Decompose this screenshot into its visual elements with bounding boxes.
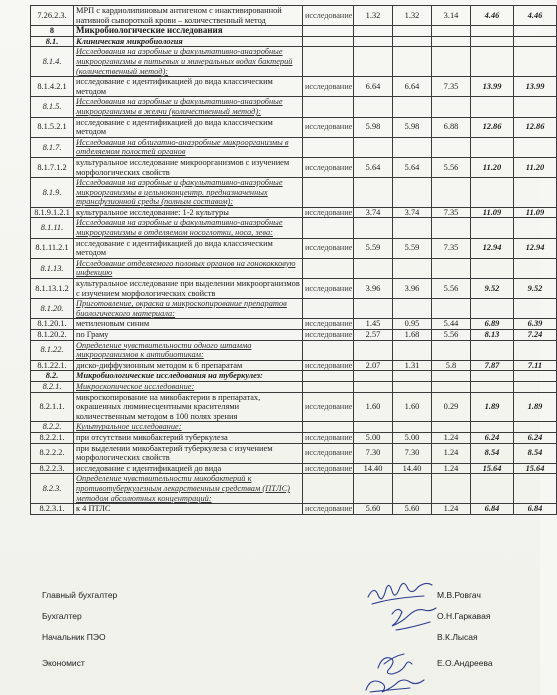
row-total-1: 11.09 xyxy=(471,207,514,218)
row-name: к 4 ПТЛС xyxy=(74,504,303,515)
row-unit: исследование xyxy=(303,392,354,422)
row-value-2 xyxy=(393,381,432,392)
row-value-1 xyxy=(354,137,393,157)
row-code: 8.1.7. xyxy=(31,137,74,157)
row-name: Микробиологические исследования xyxy=(74,26,303,37)
row-name: исследование с идентификацией до вида классическим методом xyxy=(74,77,303,97)
table-row xyxy=(31,392,557,422)
row-value-3: 1.24 xyxy=(432,463,471,474)
row-total-2: 15.64 xyxy=(514,463,557,474)
row-name: Микробиологические исследования на туберкулез: xyxy=(74,371,303,382)
row-value-1: 5.59 xyxy=(354,238,393,258)
row-value-3: 3.14 xyxy=(432,6,471,26)
table-row xyxy=(31,463,557,474)
row-value-1 xyxy=(354,340,393,360)
row-unit xyxy=(303,340,354,360)
row-unit xyxy=(303,178,354,208)
row-code: 8 xyxy=(31,26,74,37)
row-value-2 xyxy=(393,178,432,208)
row-name: культуральное исследование: 1-2 культуры xyxy=(74,207,303,218)
row-name: Исследования на облигатно-анаэробные микроорганизмы в отделяемом полостей органов xyxy=(74,137,303,157)
row-value-2: 0.95 xyxy=(393,319,432,330)
row-unit: исследование xyxy=(303,432,354,443)
accountant-name: О.Н.Гаркавая xyxy=(437,611,491,621)
row-value-3 xyxy=(432,97,471,117)
row-value-3: 6.88 xyxy=(432,117,471,137)
row-unit: исследование xyxy=(303,279,354,299)
row-total-1 xyxy=(471,218,514,238)
row-value-3: 1.24 xyxy=(432,504,471,515)
row-value-2: 5.60 xyxy=(393,504,432,515)
row-value-2 xyxy=(393,26,432,37)
row-unit: исследование xyxy=(303,330,354,341)
price-table xyxy=(30,5,557,515)
row-name: Определение чувствительности одного штамма микроорганизмов к антибиотикам: xyxy=(74,340,303,360)
row-value-2 xyxy=(393,474,432,504)
row-total-1 xyxy=(471,340,514,360)
row-code: 8.1. xyxy=(31,36,74,47)
row-value-1 xyxy=(354,381,393,392)
row-total-2: 6.84 xyxy=(514,504,557,515)
row-unit xyxy=(303,474,354,504)
economist-label: Экономист xyxy=(42,658,85,668)
row-unit: исследование xyxy=(303,319,354,330)
price-table-body xyxy=(31,6,557,515)
row-total-1: 8.13 xyxy=(471,330,514,341)
table-row xyxy=(31,238,557,258)
row-value-3: 0.29 xyxy=(432,392,471,422)
row-code: 8.2.3.1. xyxy=(31,504,74,515)
row-value-1 xyxy=(354,218,393,238)
signature-rovgach xyxy=(368,583,432,604)
row-name: Исследование отделяемого половых органов на гонококковую инфекцию xyxy=(74,258,303,278)
row-value-2 xyxy=(393,97,432,117)
group-header-row xyxy=(31,47,557,77)
row-unit: исследование xyxy=(303,207,354,218)
row-total-1 xyxy=(471,422,514,433)
row-total-2 xyxy=(514,340,557,360)
row-total-2 xyxy=(514,36,557,47)
row-value-2: 5.00 xyxy=(393,432,432,443)
row-value-2: 1.31 xyxy=(393,360,432,371)
row-value-2: 5.64 xyxy=(393,157,432,177)
row-code: 8.2.1.1. xyxy=(31,392,74,422)
row-name: Исследования на аэробные и факультативно-анаэробные микроорганизмы в цельноконцентр. предназначенных трансфузионной среды (полным составом): xyxy=(74,178,303,208)
row-name: МРП с кардиолипиновым антигеном с инактивированной нативной сывороткой крови – количественный метод xyxy=(74,6,303,26)
row-code: 8.1.11. xyxy=(31,218,74,238)
economist-name: Е.О.Андреева xyxy=(437,658,493,668)
row-value-1: 5.64 xyxy=(354,157,393,177)
row-total-2 xyxy=(514,137,557,157)
row-value-3: 5.56 xyxy=(432,279,471,299)
table-row xyxy=(31,432,557,443)
row-total-2 xyxy=(514,381,557,392)
row-value-3 xyxy=(432,47,471,77)
group-header-row xyxy=(31,422,557,433)
row-value-3 xyxy=(432,178,471,208)
row-value-1: 3.96 xyxy=(354,279,393,299)
table-row xyxy=(31,207,557,218)
table-row xyxy=(31,330,557,341)
row-code: 8.1.9.1.2.1 xyxy=(31,207,74,218)
row-value-1 xyxy=(354,258,393,278)
row-unit: исследование xyxy=(303,117,354,137)
chief-accountant-name: М.В.Ровгач xyxy=(437,590,481,600)
row-unit xyxy=(303,258,354,278)
row-value-2: 5.59 xyxy=(393,238,432,258)
row-value-2: 6.64 xyxy=(393,77,432,97)
row-unit: исследование xyxy=(303,157,354,177)
row-value-2 xyxy=(393,371,432,382)
row-total-2 xyxy=(514,26,557,37)
group-header-row xyxy=(31,299,557,319)
row-value-3: 5.8 xyxy=(432,360,471,371)
row-value-3: 7.35 xyxy=(432,77,471,97)
row-total-2: 11.20 xyxy=(514,157,557,177)
row-total-1 xyxy=(471,299,514,319)
row-unit: исследование xyxy=(303,443,354,463)
row-name: Исследования на аэробные и факультативно-анаэробные микроорганизмы в отделяемом носоглотки, носа, зева: xyxy=(74,218,303,238)
row-value-3: 5.56 xyxy=(432,157,471,177)
row-total-1: 15.64 xyxy=(471,463,514,474)
group-header-row xyxy=(31,178,557,208)
row-value-1: 5.98 xyxy=(354,117,393,137)
row-value-1: 14.40 xyxy=(354,463,393,474)
row-unit: исследование xyxy=(303,77,354,97)
row-unit: исследование xyxy=(303,360,354,371)
row-code: 8.1.20. xyxy=(31,299,74,319)
row-value-2 xyxy=(393,340,432,360)
row-total-2: 8.54 xyxy=(514,443,557,463)
row-total-1 xyxy=(471,137,514,157)
row-code: 8.2. xyxy=(31,371,74,382)
row-total-1: 8.54 xyxy=(471,443,514,463)
table-row xyxy=(31,504,557,515)
row-total-1: 6.89 xyxy=(471,319,514,330)
row-total-1: 9.52 xyxy=(471,279,514,299)
row-value-2 xyxy=(393,258,432,278)
row-code: 8.1.9. xyxy=(31,178,74,208)
chief-accountant-label: Главный бухгалтер xyxy=(42,590,118,600)
row-value-2 xyxy=(393,36,432,47)
row-total-2: 12.94 xyxy=(514,238,557,258)
row-total-1: 4.46 xyxy=(471,6,514,26)
row-total-1 xyxy=(471,371,514,382)
row-value-1 xyxy=(354,371,393,382)
row-value-3 xyxy=(432,422,471,433)
row-value-3: 5.44 xyxy=(432,319,471,330)
row-value-2 xyxy=(393,218,432,238)
row-unit xyxy=(303,36,354,47)
row-total-2: 9.52 xyxy=(514,279,557,299)
row-value-3 xyxy=(432,299,471,319)
group-header-row xyxy=(31,258,557,278)
row-value-2: 5.98 xyxy=(393,117,432,137)
signature-andreeva xyxy=(366,680,424,692)
row-value-2 xyxy=(393,137,432,157)
row-total-2: 12.86 xyxy=(514,117,557,137)
row-unit: исследование xyxy=(303,238,354,258)
row-value-1: 7.30 xyxy=(354,443,393,463)
row-code: 8.2.3. xyxy=(31,474,74,504)
row-value-1 xyxy=(354,474,393,504)
row-value-1: 2.57 xyxy=(354,330,393,341)
row-name: исследование с идентификацией до вида классическим методом xyxy=(74,117,303,137)
row-value-3: 5.56 xyxy=(432,330,471,341)
row-value-2 xyxy=(393,47,432,77)
row-total-1 xyxy=(471,36,514,47)
row-name: Культуральное исследование: xyxy=(74,422,303,433)
row-total-1 xyxy=(471,47,514,77)
row-code: 8.1.5. xyxy=(31,97,74,117)
row-name: микроскопирование на микобактерии в препаратах, окрашенных люминесцентными красителями количественным методом в 100 полях зрения xyxy=(74,392,303,422)
table-row xyxy=(31,77,557,97)
section-row xyxy=(31,26,557,37)
row-value-1 xyxy=(354,178,393,208)
row-value-2 xyxy=(393,299,432,319)
group-header-row xyxy=(31,137,557,157)
row-total-2 xyxy=(514,178,557,208)
row-value-3 xyxy=(432,371,471,382)
row-total-2: 4.46 xyxy=(514,6,557,26)
row-total-1: 11.20 xyxy=(471,157,514,177)
row-value-1 xyxy=(354,36,393,47)
row-total-2: 6.24 xyxy=(514,432,557,443)
row-unit xyxy=(303,299,354,319)
row-name: при отсутствии микобактерий туберкулеза xyxy=(74,432,303,443)
row-unit xyxy=(303,381,354,392)
row-unit xyxy=(303,422,354,433)
row-total-1: 12.94 xyxy=(471,238,514,258)
row-name: Приготовление, окраска и микроскопирование препаратов биологического материала: xyxy=(74,299,303,319)
row-code: 8.1.4. xyxy=(31,47,74,77)
row-value-3: 1.24 xyxy=(432,432,471,443)
row-total-1: 1.89 xyxy=(471,392,514,422)
row-code: 8.1.22. xyxy=(31,340,74,360)
row-total-2: 1.89 xyxy=(514,392,557,422)
row-total-1: 12.86 xyxy=(471,117,514,137)
table-row xyxy=(31,6,557,26)
row-total-1: 6.24 xyxy=(471,432,514,443)
row-name: Исследования на аэробные и факультативно-анаэробные микроорганизмы в питьевых и минеральных водах бактерий (количественный метод): xyxy=(74,47,303,77)
row-total-2 xyxy=(514,371,557,382)
row-total-2: 11.09 xyxy=(514,207,557,218)
row-code: 8.2.2.2. xyxy=(31,443,74,463)
row-value-2: 1.68 xyxy=(393,330,432,341)
table-row xyxy=(31,279,557,299)
group-header-row xyxy=(31,340,557,360)
row-total-1: 6.84 xyxy=(471,504,514,515)
row-total-1: 7.87 xyxy=(471,360,514,371)
row-code: 8.1.20.2. xyxy=(31,330,74,341)
row-total-2 xyxy=(514,97,557,117)
row-code: 8.1.5.2.1 xyxy=(31,117,74,137)
row-unit xyxy=(303,47,354,77)
row-value-3: 7.35 xyxy=(432,238,471,258)
row-value-1: 3.74 xyxy=(354,207,393,218)
subsection-row xyxy=(31,371,557,382)
table-row xyxy=(31,319,557,330)
row-name: исследование с идентификацией до вида xyxy=(74,463,303,474)
accountant-label: Бухгалтер xyxy=(42,611,82,621)
row-value-3: 1.24 xyxy=(432,443,471,463)
row-value-3 xyxy=(432,36,471,47)
row-name: Исследования на аэробные и факультативно-анаэробные микроорганизмы в желчи (количественный метод): xyxy=(74,97,303,117)
signature-lysaya xyxy=(378,654,412,674)
peo-head-name: В.К.Лысая xyxy=(437,632,478,642)
row-total-2 xyxy=(514,218,557,238)
row-total-1 xyxy=(471,258,514,278)
row-value-3 xyxy=(432,218,471,238)
table-row xyxy=(31,360,557,371)
row-value-1 xyxy=(354,299,393,319)
row-total-2: 13.99 xyxy=(514,77,557,97)
row-value-2 xyxy=(393,422,432,433)
row-total-2 xyxy=(514,422,557,433)
row-value-3 xyxy=(432,137,471,157)
row-name: метиленовым синим xyxy=(74,319,303,330)
row-value-2: 1.60 xyxy=(393,392,432,422)
subsection-row xyxy=(31,36,557,47)
row-name: культуральное исследование микроорганизмов с изучением морфологических свойств xyxy=(74,157,303,177)
row-name: диско-диффузионным методом к 6 препаратам xyxy=(74,360,303,371)
row-total-1 xyxy=(471,178,514,208)
row-total-1 xyxy=(471,474,514,504)
row-code: 8.1.4.2.1 xyxy=(31,77,74,97)
row-unit xyxy=(303,218,354,238)
row-value-3 xyxy=(432,258,471,278)
row-value-3 xyxy=(432,381,471,392)
row-value-3 xyxy=(432,340,471,360)
row-code: 7.26.2.3. xyxy=(31,6,74,26)
group-header-row xyxy=(31,97,557,117)
table-row xyxy=(31,443,557,463)
row-code: 8.1.22.1. xyxy=(31,360,74,371)
group-header-row xyxy=(31,381,557,392)
row-total-2: 7.24 xyxy=(514,330,557,341)
row-total-2: 7.11 xyxy=(514,360,557,371)
row-name: Клиническая микробиология xyxy=(74,36,303,47)
row-value-1: 2.07 xyxy=(354,360,393,371)
row-total-2: 6.39 xyxy=(514,319,557,330)
row-name: исследование с идентификацией до вида классическим методом xyxy=(74,238,303,258)
row-value-1: 5.00 xyxy=(354,432,393,443)
row-total-1: 13.99 xyxy=(471,77,514,97)
row-total-1 xyxy=(471,26,514,37)
row-value-1: 1.60 xyxy=(354,392,393,422)
row-value-1: 1.32 xyxy=(354,6,393,26)
row-value-1 xyxy=(354,26,393,37)
peo-head-label: Начальник ПЭО xyxy=(42,632,106,642)
row-unit xyxy=(303,97,354,117)
row-name: Микроскопическое исследование: xyxy=(74,381,303,392)
row-unit: исследование xyxy=(303,6,354,26)
row-unit xyxy=(303,371,354,382)
row-code: 8.1.13. xyxy=(31,258,74,278)
group-header-row xyxy=(31,218,557,238)
row-total-2 xyxy=(514,474,557,504)
row-value-3 xyxy=(432,26,471,37)
table-row xyxy=(31,157,557,177)
row-code: 8.2.2. xyxy=(31,422,74,433)
row-name: при выделении микобактерий туберкулеза с изучением морфологических свойств xyxy=(74,443,303,463)
row-value-1 xyxy=(354,97,393,117)
row-code: 8.1.13.1.2 xyxy=(31,279,74,299)
row-value-2: 3.74 xyxy=(393,207,432,218)
row-value-1: 6.64 xyxy=(354,77,393,97)
row-total-1 xyxy=(471,381,514,392)
row-code: 8.2.2.1. xyxy=(31,432,74,443)
row-value-2: 7.30 xyxy=(393,443,432,463)
row-value-3: 7.35 xyxy=(432,207,471,218)
row-total-2 xyxy=(514,299,557,319)
row-unit xyxy=(303,137,354,157)
row-value-1: 1.45 xyxy=(354,319,393,330)
row-value-2: 3.96 xyxy=(393,279,432,299)
row-value-2: 14.40 xyxy=(393,463,432,474)
table-row xyxy=(31,117,557,137)
signature-garkavaya xyxy=(392,608,436,630)
row-value-1 xyxy=(354,422,393,433)
row-name: Определение чувствительности микобактерий к противотуберкулезным лекарственным средствам (ПТЛС) методом абсолютных концентраций: xyxy=(74,474,303,504)
row-code: 8.2.1. xyxy=(31,381,74,392)
row-code: 8.1.20.1. xyxy=(31,319,74,330)
row-value-1: 5.60 xyxy=(354,504,393,515)
row-code: 8.2.2.3. xyxy=(31,463,74,474)
row-value-2: 1.32 xyxy=(393,6,432,26)
row-name: культуральное исследование при выделении микроорганизмов с изучением морфологических свойств xyxy=(74,279,303,299)
row-unit: исследование xyxy=(303,504,354,515)
row-total-2 xyxy=(514,258,557,278)
row-code: 8.1.7.1.2 xyxy=(31,157,74,177)
row-total-1 xyxy=(471,97,514,117)
row-unit xyxy=(303,26,354,37)
row-total-2 xyxy=(514,47,557,77)
row-value-1 xyxy=(354,47,393,77)
row-value-3 xyxy=(432,474,471,504)
group-header-row xyxy=(31,474,557,504)
row-unit: исследование xyxy=(303,463,354,474)
row-name: по Граму xyxy=(74,330,303,341)
row-code: 8.1.11.2.1 xyxy=(31,238,74,258)
